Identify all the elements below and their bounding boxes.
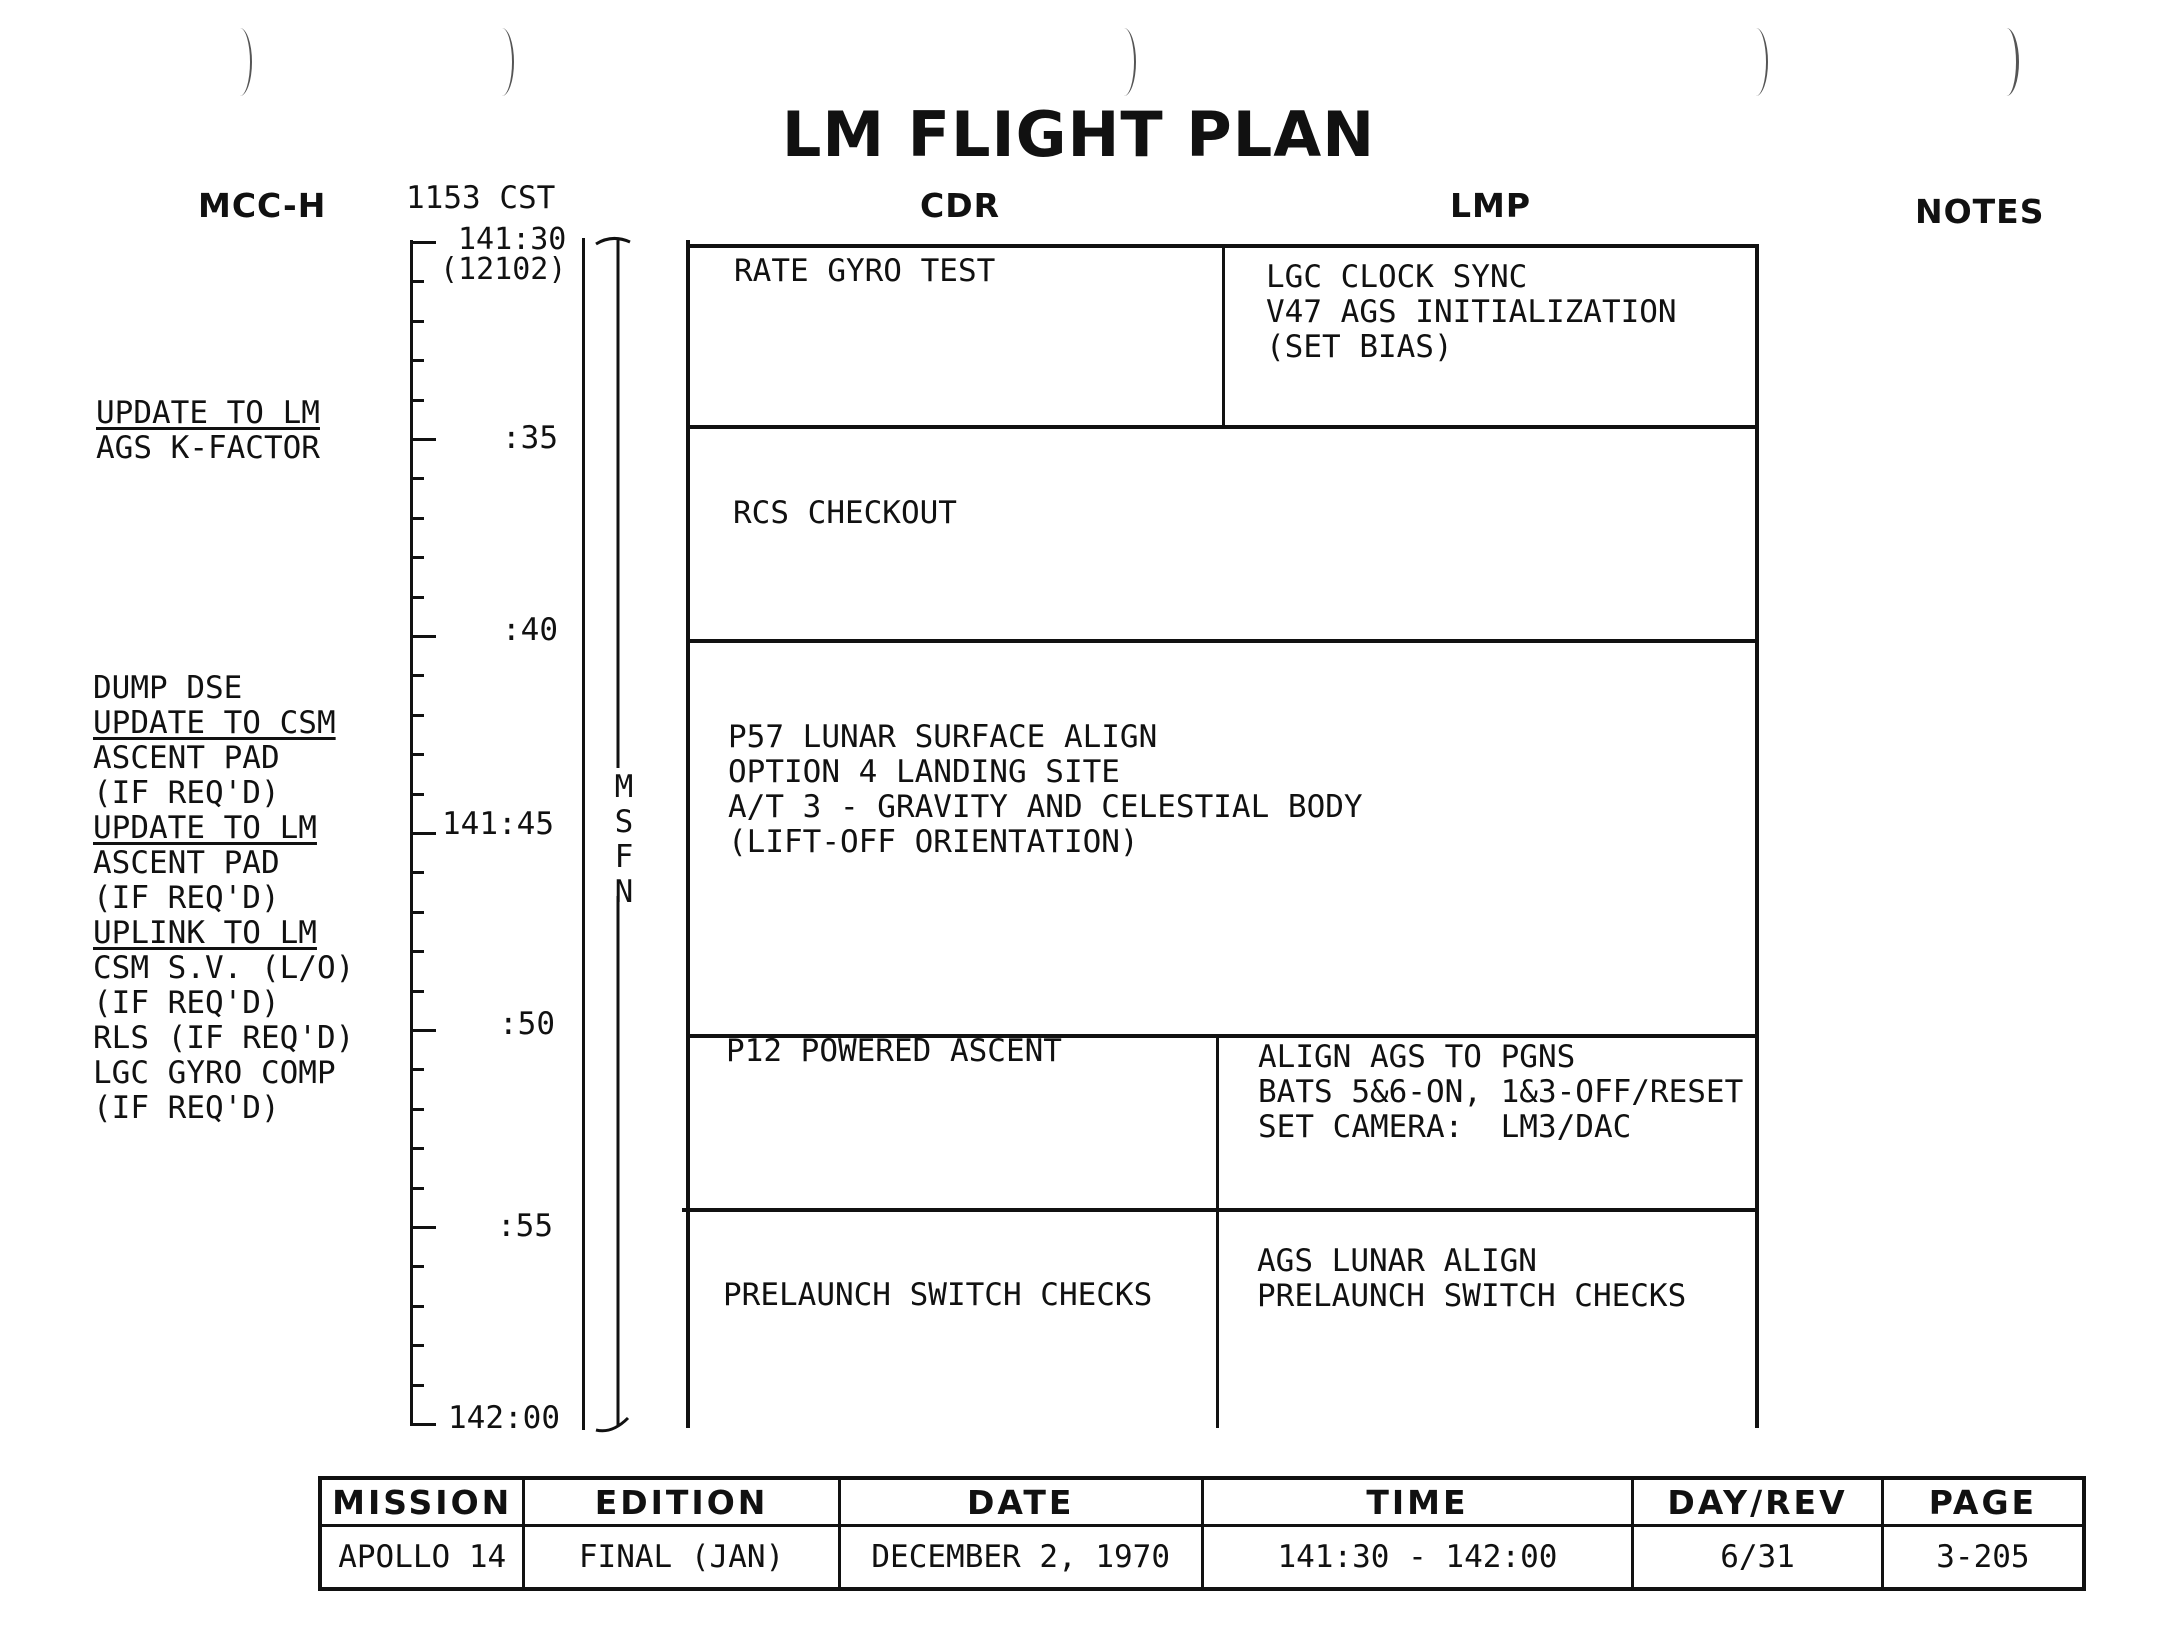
mcc-item: UPDATE TO LM: [96, 395, 320, 431]
time-label-start-sub: (12102): [440, 252, 567, 287]
binder-hole-mark: [1112, 28, 1136, 96]
time-tick: [410, 793, 424, 796]
footer-mission: APOLLO 14: [320, 1526, 524, 1590]
time-tick: [410, 990, 424, 993]
binder-hole-mark: [1744, 28, 1768, 96]
network-letter: F: [614, 839, 634, 875]
mcc-header: MCC-H: [198, 186, 327, 225]
activity-p57-align: [728, 720, 1363, 860]
time-tick: [410, 280, 424, 283]
mcc-item: UPLINK TO LM: [93, 915, 317, 951]
mcc-item: ASCENT PAD: [93, 845, 280, 881]
footer-edition: FINAL (JAN): [524, 1526, 839, 1590]
mcc-item: LGC GYRO COMP: [93, 1055, 336, 1091]
network-letter: S: [614, 804, 634, 840]
footer-header-page: PAGE: [1882, 1478, 2084, 1526]
time-label-start: 141:30: [458, 222, 567, 257]
time-tick: [410, 556, 424, 559]
time-label-55: :55: [497, 1208, 553, 1244]
mcc-item: (IF REQ'D): [93, 985, 280, 1021]
footer-header-time: TIME: [1202, 1478, 1632, 1526]
time-tick: [410, 1344, 424, 1347]
mcc-item: DUMP DSE: [93, 670, 243, 706]
time-label-50: :50: [499, 1006, 555, 1042]
time-tick: [410, 674, 424, 677]
activity-line: P57 LUNAR SURFACE ALIGN: [728, 719, 1158, 755]
activity-rate-gyro-test: RATE GYRO TEST: [734, 253, 996, 289]
network-letter: N: [614, 874, 634, 910]
grid-divider: [1222, 246, 1225, 428]
mcc-group-update-lm: [96, 396, 320, 466]
mcc-item: CSM S.V. (L/O): [93, 950, 355, 986]
grid-divider: [1216, 1036, 1219, 1428]
mcc-item: (IF REQ'D): [93, 1090, 280, 1126]
mcc-item: (IF REQ'D): [93, 880, 280, 916]
activity-line: AGS LUNAR ALIGN: [1257, 1243, 1537, 1279]
page-footer-table: [318, 1476, 2086, 1591]
notes-header: NOTES: [1915, 192, 2045, 231]
time-label-end: 142:00: [448, 1400, 560, 1436]
mcc-item: AGS K-FACTOR: [96, 430, 320, 466]
activity-line: A/T 3 - GRAVITY AND CELESTIAL BODY: [728, 789, 1363, 825]
binder-hole-mark: [228, 28, 252, 96]
time-tick: [410, 871, 424, 874]
grid-row-line: [686, 425, 1758, 429]
activity-rcs-checkout: RCS CHECKOUT: [733, 495, 957, 531]
time-tick: [410, 359, 424, 362]
footer-page: 3-205: [1882, 1526, 2084, 1590]
binder-hole-mark: [1994, 28, 2019, 96]
time-tick: [410, 950, 424, 953]
footer-value-row: [320, 1526, 2084, 1590]
time-tick: [410, 1423, 436, 1426]
time-header: 1153 CST: [406, 180, 556, 216]
activity-line: V47 AGS INITIALIZATION: [1266, 294, 1677, 330]
time-label-45: 141:45: [442, 806, 554, 842]
lmp-header: LMP: [1450, 186, 1532, 225]
time-tick: [410, 241, 436, 244]
binder-hole-mark: [490, 28, 514, 96]
activity-line: BATS 5&6-ON, 1&3-OFF/RESET: [1258, 1074, 1744, 1110]
network-letter: M: [614, 769, 634, 805]
mcc-item: UPDATE TO LM: [93, 810, 317, 846]
activity-line: SET CAMERA: LM3/DAC: [1258, 1109, 1632, 1145]
time-label-35: :35: [502, 420, 558, 456]
grid-row-line: [682, 1208, 1758, 1212]
time-tick: [410, 596, 424, 599]
time-tick: [410, 477, 424, 480]
activity-lgc-clock-sync: [1266, 260, 1677, 365]
time-tick: [410, 1068, 424, 1071]
grid-right-border: [1755, 244, 1759, 1428]
time-tick: [410, 1108, 424, 1111]
footer-header-date: DATE: [839, 1478, 1202, 1526]
activity-p12-powered-ascent: P12 POWERED ASCENT: [726, 1033, 1062, 1069]
mcc-group-updates: [93, 671, 354, 1126]
time-tick: [410, 753, 424, 756]
time-tick: [410, 1305, 424, 1308]
time-tick: [410, 320, 424, 323]
activity-prelaunch-lmp: [1257, 1244, 1686, 1314]
footer-date: DECEMBER 2, 1970: [839, 1526, 1202, 1590]
time-tick: [410, 1187, 424, 1190]
footer-header-row: [320, 1478, 2084, 1526]
activity-line: OPTION 4 LANDING SITE: [728, 754, 1120, 790]
activity-prelaunch-cdr: PRELAUNCH SWITCH CHECKS: [723, 1277, 1153, 1313]
mcc-item: (IF REQ'D): [93, 775, 280, 811]
grid-row-line: [686, 639, 1758, 643]
time-tick: [410, 1265, 424, 1268]
mcc-item: RLS (IF REQ'D): [93, 1020, 355, 1056]
activity-line: (LIFT-OFF ORIENTATION): [728, 824, 1139, 860]
time-tick: [410, 714, 424, 717]
cdr-header: CDR: [920, 186, 1001, 225]
network-label: [612, 770, 636, 910]
time-tick: [410, 1147, 424, 1150]
activity-line: (SET BIAS): [1266, 329, 1453, 365]
time-tick: [410, 1384, 424, 1387]
time-label-40: :40: [502, 612, 558, 648]
activity-line: PRELAUNCH SWITCH CHECKS: [1257, 1278, 1687, 1314]
activity-line: LGC CLOCK SYNC: [1266, 259, 1528, 295]
footer-day-rev: 6/31: [1633, 1526, 1883, 1590]
footer-header-mission: MISSION: [320, 1478, 524, 1526]
page-title: LM FLIGHT PLAN: [781, 98, 1376, 171]
time-tick: [410, 517, 424, 520]
time-tick: [410, 399, 424, 402]
activity-line: ALIGN AGS TO PGNS: [1258, 1039, 1576, 1075]
mcc-item: UPDATE TO CSM: [93, 705, 336, 741]
activity-align-ags: [1258, 1040, 1743, 1145]
grid-left-border: [686, 240, 690, 1428]
footer-header-day-rev: DAY/REV: [1633, 1478, 1883, 1526]
time-tick: [410, 911, 424, 914]
footer-time: 141:30 - 142:00: [1202, 1526, 1632, 1590]
footer-header-edition: EDITION: [524, 1478, 839, 1526]
mcc-item: ASCENT PAD: [93, 740, 280, 776]
scale-rule: [582, 238, 585, 1430]
